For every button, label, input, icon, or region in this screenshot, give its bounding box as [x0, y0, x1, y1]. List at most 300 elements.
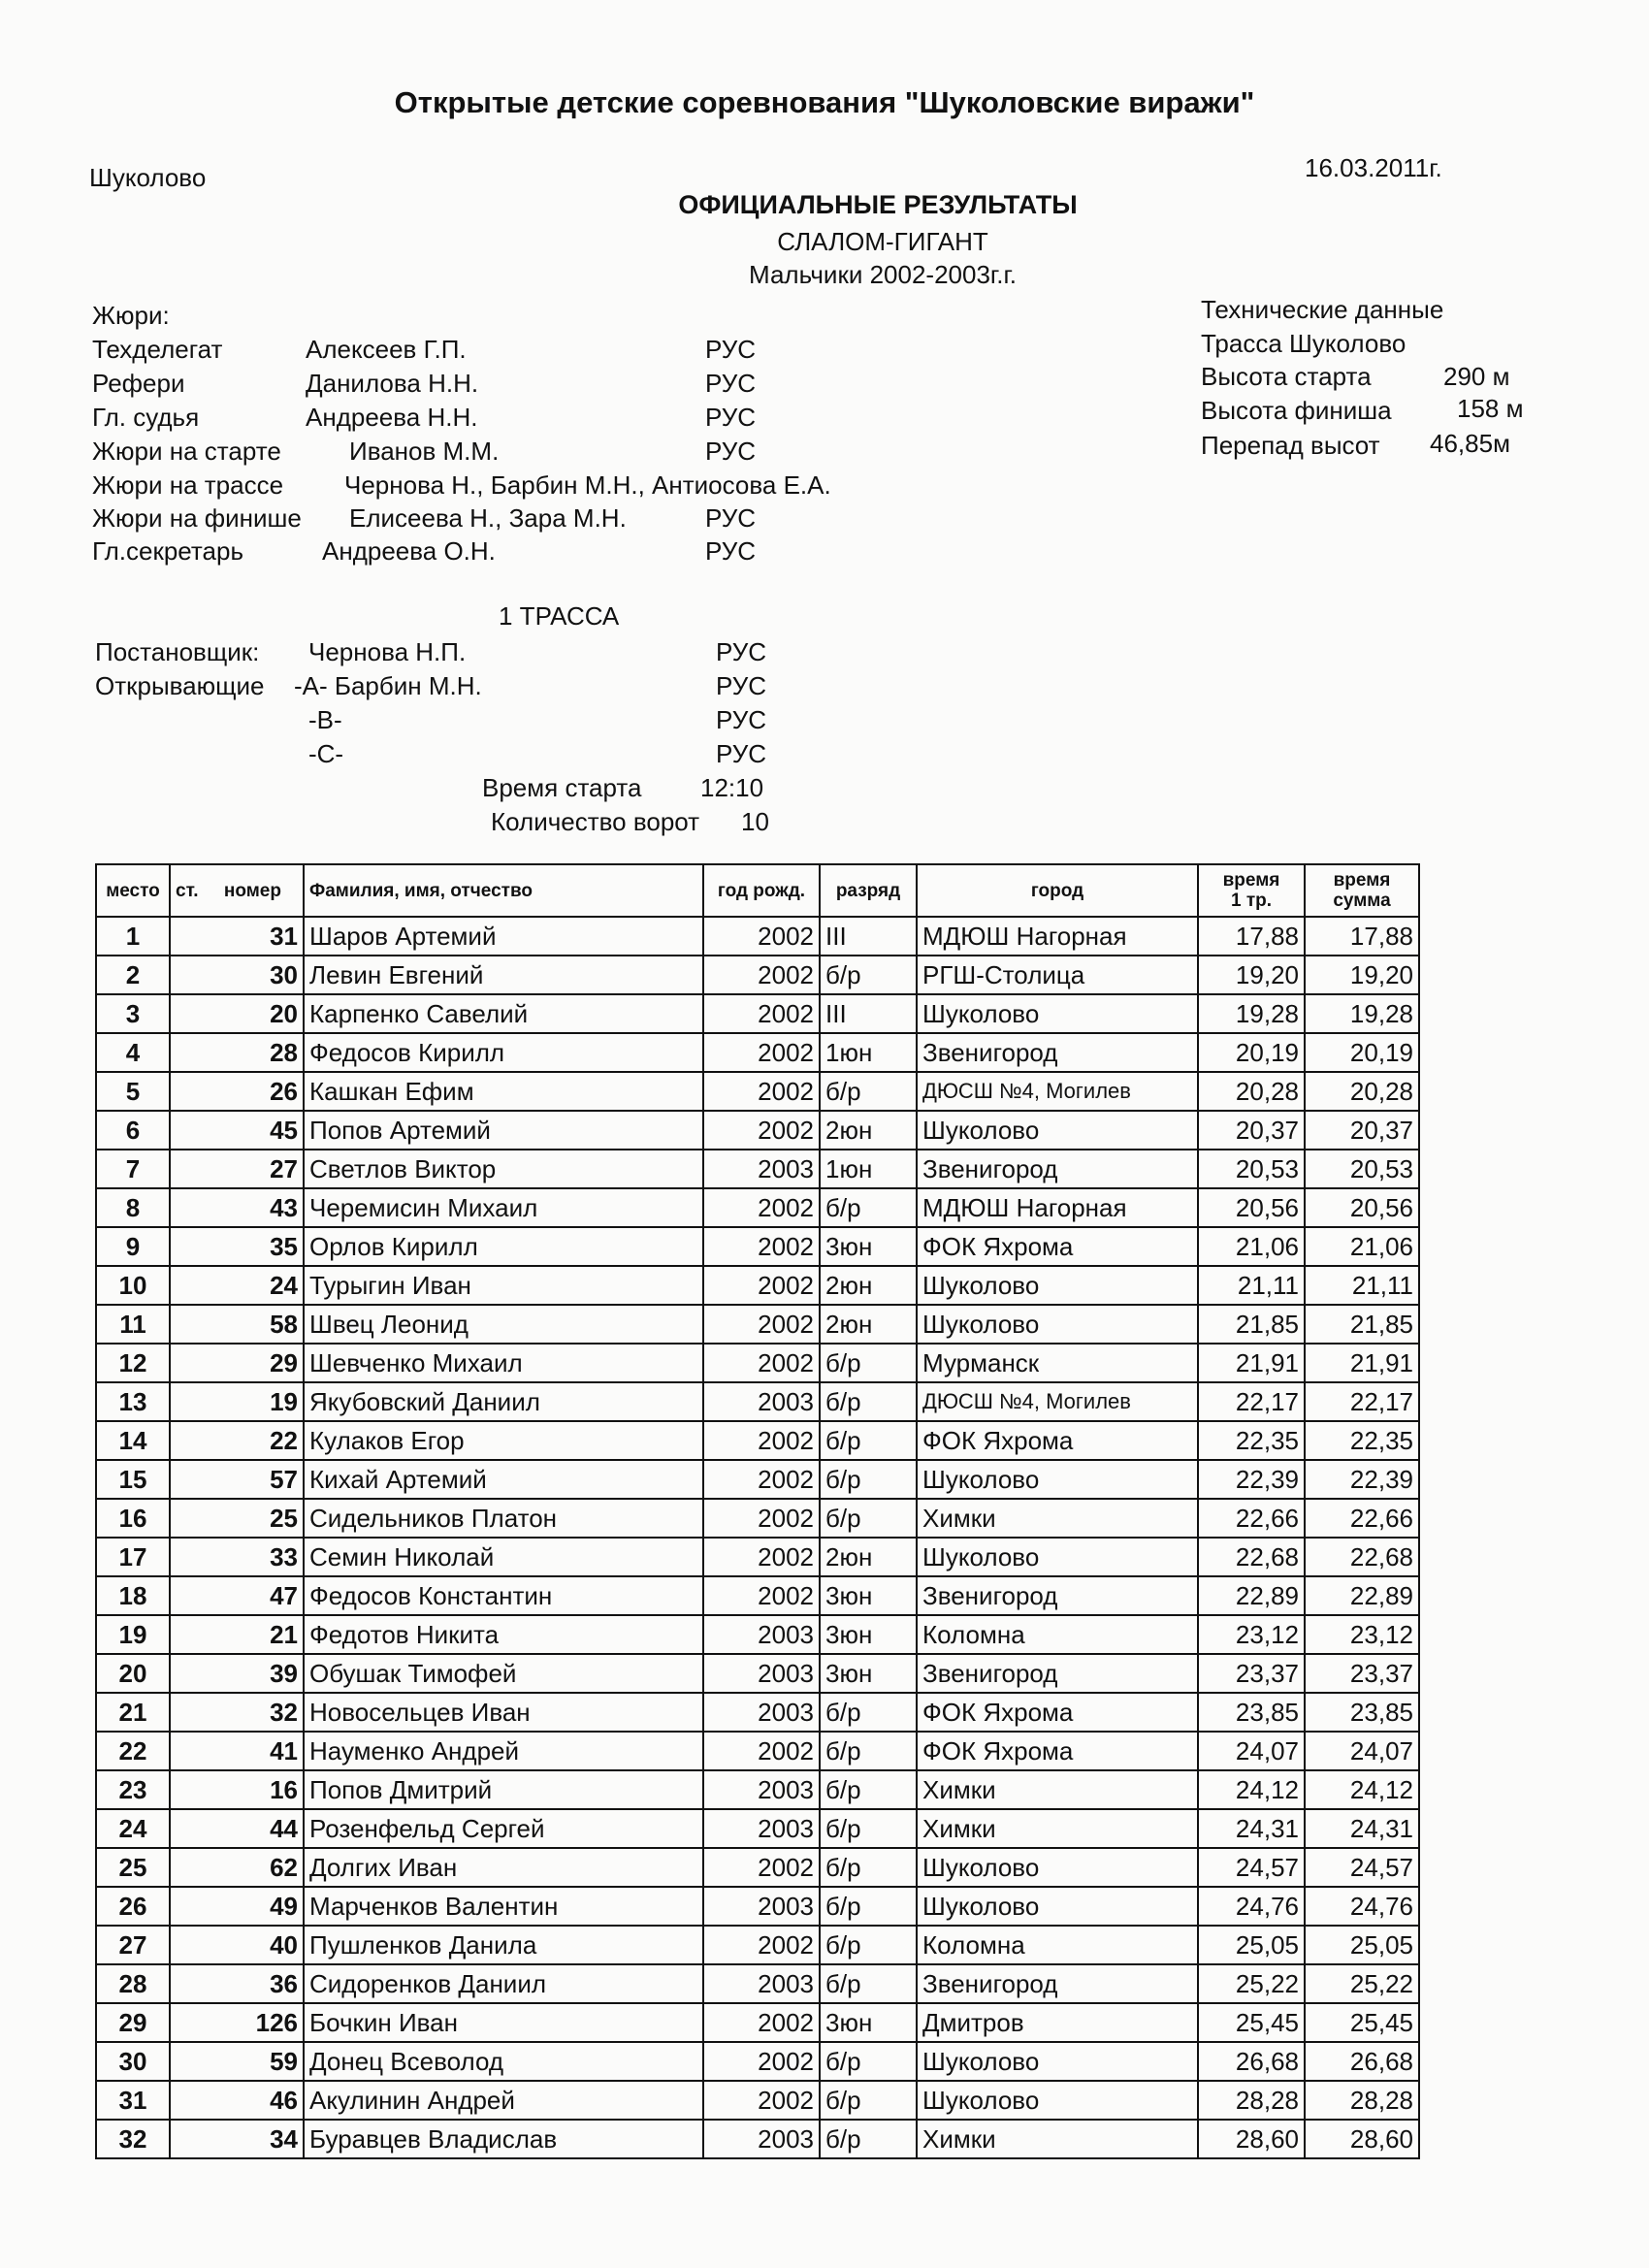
- cell-place: 5: [96, 1072, 170, 1111]
- cell-rank: 3юн: [820, 1227, 917, 1266]
- cell-athlete-name: Долгих Иван: [304, 1848, 703, 1887]
- cell-city: Коломна: [917, 1615, 1198, 1654]
- cell-place: 15: [96, 1460, 170, 1499]
- cell-bib-number: 43: [170, 1188, 304, 1227]
- cell-city: Химки: [917, 1809, 1198, 1848]
- table-row: [96, 1033, 1419, 1072]
- cell-place: 12: [96, 1344, 170, 1382]
- cell-athlete-name: Попов Артемий: [304, 1111, 703, 1150]
- jury-title: Жюри:: [92, 301, 170, 330]
- col-header-year: год рожд.: [703, 864, 820, 917]
- cell-run1-time: 24,12: [1198, 1770, 1305, 1809]
- cell-total-time: 20,56: [1305, 1188, 1419, 1227]
- cell-birth-year: 2003: [703, 1654, 820, 1693]
- cell-athlete-name: Буравцев Владислав: [304, 2120, 703, 2158]
- cell-athlete-name: Якубовский Даниил: [304, 1382, 703, 1421]
- cell-rank: б/р: [820, 1421, 917, 1460]
- cell-city: Шуколово: [917, 1305, 1198, 1344]
- cell-rank: б/р: [820, 1693, 917, 1732]
- jury-country: РУС: [705, 335, 757, 364]
- cell-total-time: 25,22: [1305, 1964, 1419, 2003]
- cell-birth-year: 2002: [703, 1227, 820, 1266]
- cell-total-time: 24,12: [1305, 1770, 1419, 1809]
- table-row: [96, 2042, 1419, 2081]
- cell-birth-year: 2002: [703, 1266, 820, 1305]
- cell-city: Шуколово: [917, 2081, 1198, 2120]
- col-header-rank: разряд: [820, 864, 917, 917]
- cell-total-time: 20,19: [1305, 1033, 1419, 1072]
- cell-birth-year: 2002: [703, 2003, 820, 2042]
- cell-place: 29: [96, 2003, 170, 2042]
- cell-place: 17: [96, 1538, 170, 1576]
- vertical-drop-label: Перепад высот: [1201, 431, 1380, 460]
- table-row: [96, 2081, 1419, 2120]
- cell-bib-number: 44: [170, 1809, 304, 1848]
- cell-place: 21: [96, 1693, 170, 1732]
- cell-athlete-name: Турыгин Иван: [304, 1266, 703, 1305]
- gates-count-value: 10: [741, 807, 769, 836]
- cell-bib-number: 31: [170, 917, 304, 956]
- cell-bib-number: 28: [170, 1033, 304, 1072]
- cell-birth-year: 2002: [703, 1033, 820, 1072]
- forerunner-a: -А- Барбин М.Н.: [294, 671, 482, 700]
- cell-run1-time: 22,17: [1198, 1382, 1305, 1421]
- cell-birth-year: 2002: [703, 1344, 820, 1382]
- cell-total-time: 20,28: [1305, 1072, 1419, 1111]
- cell-birth-year: 2003: [703, 1693, 820, 1732]
- jury-role: Рефери: [92, 369, 185, 398]
- cell-city: Химки: [917, 1770, 1198, 1809]
- venue: Шуколово: [89, 163, 207, 192]
- cell-city: Шуколово: [917, 1111, 1198, 1150]
- cell-city: МДЮШ Нагорная: [917, 917, 1198, 956]
- cell-rank: б/р: [820, 2120, 917, 2158]
- jury-country: РУС: [705, 503, 757, 533]
- col-header-run1-line2: 1 тр.: [1230, 891, 1273, 911]
- cell-city: ДЮСШ №4, Могилев: [917, 1072, 1198, 1111]
- cell-bib-number: 29: [170, 1344, 304, 1382]
- cell-total-time: 25,45: [1305, 2003, 1419, 2042]
- cell-bib-number: 57: [170, 1460, 304, 1499]
- cell-city: Шуколово: [917, 1887, 1198, 1926]
- cell-rank: 2юн: [820, 1111, 917, 1150]
- cell-city: Шуколово: [917, 2042, 1198, 2081]
- cell-run1-time: 24,07: [1198, 1732, 1305, 1770]
- cell-athlete-name: Марченков Валентин: [304, 1887, 703, 1926]
- table-row: [96, 1538, 1419, 1576]
- table-row: [96, 1460, 1419, 1499]
- cell-run1-time: 28,28: [1198, 2081, 1305, 2120]
- table-row: [96, 2003, 1419, 2042]
- cell-city: Дмитров: [917, 2003, 1198, 2042]
- cell-athlete-name: Федосов Кирилл: [304, 1033, 703, 1072]
- cell-place: 23: [96, 1770, 170, 1809]
- col-header-start: ст.: [176, 880, 199, 901]
- cell-total-time: 28,60: [1305, 2120, 1419, 2158]
- cell-athlete-name: Сидоренков Даниил: [304, 1964, 703, 2003]
- cell-bib-number: 46: [170, 2081, 304, 2120]
- cell-athlete-name: Шевченко Михаил: [304, 1344, 703, 1382]
- cell-run1-time: 25,45: [1198, 2003, 1305, 2042]
- cell-place: 26: [96, 1887, 170, 1926]
- cell-athlete-name: Донец Всеволод: [304, 2042, 703, 2081]
- cell-bib-number: 24: [170, 1266, 304, 1305]
- cell-run1-time: 24,57: [1198, 1848, 1305, 1887]
- cell-birth-year: 2002: [703, 956, 820, 994]
- cell-bib-number: 39: [170, 1654, 304, 1693]
- cell-total-time: 22,68: [1305, 1538, 1419, 1576]
- cell-athlete-name: Новосельцев Иван: [304, 1693, 703, 1732]
- cell-bib-number: 126: [170, 2003, 304, 2042]
- jury-role: Гл. судья: [92, 403, 200, 432]
- cell-place: 8: [96, 1188, 170, 1227]
- cell-bib-number: 58: [170, 1305, 304, 1344]
- cell-bib-number: 47: [170, 1576, 304, 1615]
- cell-place: 19: [96, 1615, 170, 1654]
- cell-total-time: 22,17: [1305, 1382, 1419, 1421]
- cell-birth-year: 2003: [703, 1964, 820, 2003]
- cell-run1-time: 21,06: [1198, 1227, 1305, 1266]
- cell-rank: б/р: [820, 1770, 917, 1809]
- finish-altitude-value: 158 м: [1457, 394, 1524, 423]
- cell-rank: б/р: [820, 1732, 917, 1770]
- cell-place: 1: [96, 917, 170, 956]
- cell-rank: б/р: [820, 1926, 917, 1964]
- jury-country: РУС: [705, 437, 757, 466]
- cell-birth-year: 2002: [703, 994, 820, 1033]
- table-header-row: [96, 864, 1419, 917]
- cell-run1-time: 22,39: [1198, 1460, 1305, 1499]
- start-time-label: Время старта: [482, 773, 642, 802]
- cell-run1-time: 26,68: [1198, 2042, 1305, 2081]
- cell-place: 3: [96, 994, 170, 1033]
- cell-athlete-name: Орлов Кирилл: [304, 1227, 703, 1266]
- cell-total-time: 23,37: [1305, 1654, 1419, 1693]
- jury-country: РУС: [705, 403, 757, 432]
- cell-rank: 2юн: [820, 1305, 917, 1344]
- cell-bib-number: 32: [170, 1693, 304, 1732]
- cell-total-time: 22,89: [1305, 1576, 1419, 1615]
- cell-athlete-name: Акулинин Андрей: [304, 2081, 703, 2120]
- cell-city: Шуколово: [917, 1848, 1198, 1887]
- cell-athlete-name: Попов Дмитрий: [304, 1770, 703, 1809]
- cell-birth-year: 2002: [703, 1576, 820, 1615]
- cell-place: 27: [96, 1926, 170, 1964]
- cell-rank: III: [820, 917, 917, 956]
- cell-city: Шуколово: [917, 1460, 1198, 1499]
- cell-bib-number: 21: [170, 1615, 304, 1654]
- cell-birth-year: 2002: [703, 2042, 820, 2081]
- cell-total-time: 28,28: [1305, 2081, 1419, 2120]
- cell-rank: 2юн: [820, 1266, 917, 1305]
- cell-run1-time: 24,31: [1198, 1809, 1305, 1848]
- cell-run1-time: 19,20: [1198, 956, 1305, 994]
- cell-city: ДЮСШ №4, Могилев: [917, 1382, 1198, 1421]
- table-row: [96, 1227, 1419, 1266]
- cell-run1-time: 22,35: [1198, 1421, 1305, 1460]
- cell-bib-number: 59: [170, 2042, 304, 2081]
- cell-total-time: 19,20: [1305, 956, 1419, 994]
- cell-total-time: 22,39: [1305, 1460, 1419, 1499]
- cell-total-time: 24,57: [1305, 1848, 1419, 1887]
- cell-bib-number: 34: [170, 2120, 304, 2158]
- cell-total-time: 21,11: [1305, 1266, 1419, 1305]
- col-header-run1-line1: время: [1222, 870, 1280, 891]
- cell-rank: б/р: [820, 2042, 917, 2081]
- cell-city: ФОК Яхрома: [917, 1227, 1198, 1266]
- cell-city: Звенигород: [917, 1150, 1198, 1188]
- cell-run1-time: 17,88: [1198, 917, 1305, 956]
- cell-rank: 3юн: [820, 1654, 917, 1693]
- table-row: [96, 1188, 1419, 1227]
- table-row: [96, 956, 1419, 994]
- table-row: [96, 1693, 1419, 1732]
- cell-birth-year: 2002: [703, 1188, 820, 1227]
- cell-total-time: 20,53: [1305, 1150, 1419, 1188]
- cell-rank: 3юн: [820, 1576, 917, 1615]
- cell-rank: б/р: [820, 1072, 917, 1111]
- cell-birth-year: 2002: [703, 1072, 820, 1111]
- cell-rank: б/р: [820, 1964, 917, 2003]
- cell-rank: III: [820, 994, 917, 1033]
- cell-city: ФОК Яхрома: [917, 1732, 1198, 1770]
- cell-bib-number: 19: [170, 1382, 304, 1421]
- cell-place: 4: [96, 1033, 170, 1072]
- cell-place: 32: [96, 2120, 170, 2158]
- cell-athlete-name: Федотов Никита: [304, 1615, 703, 1654]
- cell-athlete-name: Шаров Артемий: [304, 917, 703, 956]
- cell-place: 7: [96, 1150, 170, 1188]
- cell-athlete-name: Кихай Артемий: [304, 1460, 703, 1499]
- cell-athlete-name: Бочкин Иван: [304, 2003, 703, 2042]
- cell-total-time: 26,68: [1305, 2042, 1419, 2081]
- cell-city: Звенигород: [917, 1576, 1198, 1615]
- course-setter-name: Чернова Н.П.: [308, 637, 467, 666]
- cell-athlete-name: Светлов Виктор: [304, 1150, 703, 1188]
- vertical-drop-value: 46,85м: [1430, 429, 1510, 458]
- cell-city: Мурманск: [917, 1344, 1198, 1382]
- cell-city: Шуколово: [917, 1538, 1198, 1576]
- cell-run1-time: 20,37: [1198, 1111, 1305, 1150]
- cell-rank: б/р: [820, 2081, 917, 2120]
- cell-place: 31: [96, 2081, 170, 2120]
- cell-total-time: 25,05: [1305, 1926, 1419, 1964]
- cell-place: 22: [96, 1732, 170, 1770]
- jury-name: Елисеева Н., Зара М.Н.: [349, 503, 627, 533]
- cell-bib-number: 35: [170, 1227, 304, 1266]
- jury-name: Андреева О.Н.: [322, 536, 496, 566]
- cell-total-time: 21,85: [1305, 1305, 1419, 1344]
- cell-run1-time: 25,22: [1198, 1964, 1305, 2003]
- cell-place: 14: [96, 1421, 170, 1460]
- table-row: [96, 1770, 1419, 1809]
- cell-athlete-name: Розенфельд Сергей: [304, 1809, 703, 1848]
- cell-birth-year: 2002: [703, 1305, 820, 1344]
- cell-bib-number: 40: [170, 1926, 304, 1964]
- jury-role: Гл.секретарь: [92, 536, 243, 566]
- forerunner-c-country: РУС: [716, 739, 767, 768]
- cell-bib-number: 26: [170, 1072, 304, 1111]
- table-row: [96, 917, 1419, 956]
- jury-name: Иванов М.М.: [349, 437, 500, 466]
- cell-birth-year: 2002: [703, 1499, 820, 1538]
- cell-run1-time: 21,85: [1198, 1305, 1305, 1344]
- cell-total-time: 17,88: [1305, 917, 1419, 956]
- cell-birth-year: 2002: [703, 1421, 820, 1460]
- cell-athlete-name: Семин Николай: [304, 1538, 703, 1576]
- cell-run1-time: 28,60: [1198, 2120, 1305, 2158]
- cell-place: 10: [96, 1266, 170, 1305]
- cell-rank: 1юн: [820, 1150, 917, 1188]
- official-results-heading: ОФИЦИАЛЬНЫЕ РЕЗУЛЬТАТЫ: [678, 190, 1078, 219]
- cell-city: Шуколово: [917, 994, 1198, 1033]
- cell-run1-time: 25,05: [1198, 1926, 1305, 1964]
- cell-run1-time: 22,68: [1198, 1538, 1305, 1576]
- start-time-value: 12:10: [700, 773, 764, 802]
- cell-bib-number: 49: [170, 1887, 304, 1926]
- table-row: [96, 1964, 1419, 2003]
- cell-birth-year: 2003: [703, 1887, 820, 1926]
- cell-place: 13: [96, 1382, 170, 1421]
- table-row: [96, 1926, 1419, 1964]
- table-row: [96, 994, 1419, 1033]
- jury-name: Данилова Н.Н.: [306, 369, 479, 398]
- cell-athlete-name: Кашкан Ефим: [304, 1072, 703, 1111]
- table-row: [96, 1732, 1419, 1770]
- cell-birth-year: 2002: [703, 1732, 820, 1770]
- cell-total-time: 24,07: [1305, 1732, 1419, 1770]
- cell-rank: б/р: [820, 956, 917, 994]
- cell-run1-time: 22,66: [1198, 1499, 1305, 1538]
- cell-run1-time: 19,28: [1198, 994, 1305, 1033]
- cell-place: 9: [96, 1227, 170, 1266]
- cell-rank: б/р: [820, 1499, 917, 1538]
- cell-city: Звенигород: [917, 1654, 1198, 1693]
- cell-total-time: 21,06: [1305, 1227, 1419, 1266]
- cell-birth-year: 2002: [703, 917, 820, 956]
- cell-birth-year: 2002: [703, 1460, 820, 1499]
- forerunner-c: -С-: [308, 739, 344, 768]
- cell-run1-time: 20,56: [1198, 1188, 1305, 1227]
- table-row: [96, 2120, 1419, 2158]
- cell-run1-time: 21,91: [1198, 1344, 1305, 1382]
- cell-city: ФОК Яхрома: [917, 1421, 1198, 1460]
- cell-place: 11: [96, 1305, 170, 1344]
- cell-place: 28: [96, 1964, 170, 2003]
- table-row: [96, 1848, 1419, 1887]
- table-row: [96, 1305, 1419, 1344]
- course-setter-label: Постановщик:: [95, 637, 260, 666]
- cell-athlete-name: Науменко Андрей: [304, 1732, 703, 1770]
- cell-birth-year: 2002: [703, 1538, 820, 1576]
- cell-city: РГШ-Столица: [917, 956, 1198, 994]
- jury-name: Алексеев Г.П.: [306, 335, 467, 364]
- table-row: [96, 1499, 1419, 1538]
- cell-bib-number: 16: [170, 1770, 304, 1809]
- col-header-name: Фамилия, имя, отчество: [304, 864, 703, 917]
- cell-birth-year: 2002: [703, 1111, 820, 1150]
- cell-run1-time: 20,53: [1198, 1150, 1305, 1188]
- table-row: [96, 1072, 1419, 1111]
- course-title: 1 ТРАССА: [499, 601, 620, 631]
- cell-total-time: 24,31: [1305, 1809, 1419, 1848]
- cell-run1-time: 20,19: [1198, 1033, 1305, 1072]
- cell-city: Химки: [917, 2120, 1198, 2158]
- cell-place: 20: [96, 1654, 170, 1693]
- cell-birth-year: 2003: [703, 1615, 820, 1654]
- table-row: [96, 1654, 1419, 1693]
- cell-rank: 1юн: [820, 1033, 917, 1072]
- cell-birth-year: 2003: [703, 1770, 820, 1809]
- cell-city: МДЮШ Нагорная: [917, 1188, 1198, 1227]
- cell-place: 30: [96, 2042, 170, 2081]
- cell-rank: б/р: [820, 1848, 917, 1887]
- forerunners-label: Открывающие: [95, 671, 265, 700]
- cell-place: 16: [96, 1499, 170, 1538]
- course-setter-country: РУС: [716, 637, 767, 666]
- gates-count-label: Количество ворот: [491, 807, 700, 836]
- col-header-run1: [1198, 864, 1305, 917]
- cell-rank: б/р: [820, 1382, 917, 1421]
- cell-athlete-name: Федосов Константин: [304, 1576, 703, 1615]
- jury-role: Жюри на финише: [92, 503, 302, 533]
- cell-total-time: 19,28: [1305, 994, 1419, 1033]
- jury-name: Андреева Н.Н.: [306, 403, 478, 432]
- jury-country: РУС: [705, 369, 757, 398]
- cell-place: 24: [96, 1809, 170, 1848]
- cell-athlete-name: Черемисин Михаил: [304, 1188, 703, 1227]
- cell-run1-time: 22,89: [1198, 1576, 1305, 1615]
- cell-birth-year: 2002: [703, 1848, 820, 1887]
- start-altitude-label: Высота старта: [1201, 362, 1372, 391]
- cell-bib-number: 33: [170, 1538, 304, 1576]
- table-row: [96, 1266, 1419, 1305]
- cell-bib-number: 62: [170, 1848, 304, 1887]
- cell-city: Химки: [917, 1499, 1198, 1538]
- jury-country: РУС: [705, 536, 757, 566]
- cell-birth-year: 2003: [703, 1809, 820, 1848]
- cell-rank: 3юн: [820, 1615, 917, 1654]
- cell-rank: б/р: [820, 1809, 917, 1848]
- table-row: [96, 1150, 1419, 1188]
- cell-place: 25: [96, 1848, 170, 1887]
- cell-athlete-name: Карпенко Савелий: [304, 994, 703, 1033]
- discipline: СЛАЛОМ-ГИГАНТ: [777, 227, 988, 256]
- cell-rank: 3юн: [820, 2003, 917, 2042]
- cell-athlete-name: Швец Леонид: [304, 1305, 703, 1344]
- cell-city: Коломна: [917, 1926, 1198, 1964]
- event-date: 16.03.2011г.: [1305, 153, 1442, 182]
- table-row: [96, 1344, 1419, 1382]
- col-header-total-line1: время: [1333, 870, 1391, 891]
- cell-athlete-name: Пушленков Данила: [304, 1926, 703, 1964]
- col-header-place: место: [96, 864, 170, 917]
- col-header-start-number: [170, 864, 304, 917]
- cell-birth-year: 2002: [703, 2081, 820, 2120]
- cell-place: 2: [96, 956, 170, 994]
- cell-run1-time: 24,76: [1198, 1887, 1305, 1926]
- col-header-total: [1305, 864, 1419, 917]
- table-row: [96, 1382, 1419, 1421]
- cell-total-time: 22,35: [1305, 1421, 1419, 1460]
- results-table: [95, 863, 1420, 2159]
- cell-place: 6: [96, 1111, 170, 1150]
- cell-birth-year: 2003: [703, 1382, 820, 1421]
- jury-role: Техделегат: [92, 335, 223, 364]
- cell-bib-number: 45: [170, 1111, 304, 1150]
- cell-total-time: 23,85: [1305, 1693, 1419, 1732]
- jury-role: Жюри на старте: [92, 437, 281, 466]
